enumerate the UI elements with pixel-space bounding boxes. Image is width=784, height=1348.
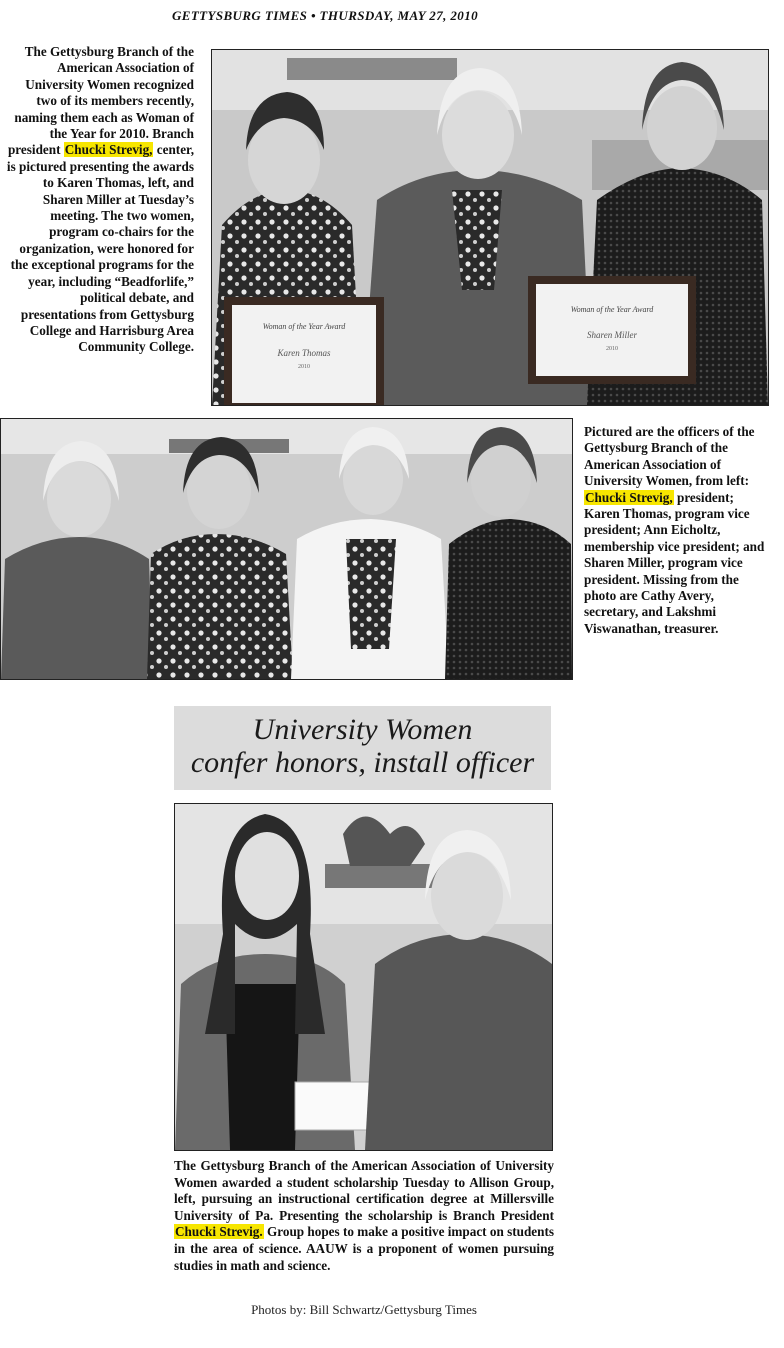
- caption-text: The Gettysburg Branch of the American Association of University Women awarded a student scholarship Tuesday to Allison Group, left, pursuing an instructional certification degree at Millersville University of Pa. Presenting the scholarship is Branch President: [174, 1158, 554, 1223]
- photo-credit: Photos by: Bill Schwartz/Gettysburg Times: [251, 1302, 477, 1317]
- masthead: GETTYSBURG TIMES • THURSDAY, MAY 27, 2010: [171, 8, 479, 23]
- headline-line-2: confer honors, install officer: [190, 746, 535, 779]
- highlighted-name: Chucki Strevig.: [175, 1224, 263, 1240]
- article-headline: [174, 706, 551, 790]
- headline-line-1: University Women: [252, 713, 473, 746]
- caption-text: Group hopes to make a positive impact on students in the area of science. AAUW is a proponent of women pursuing studies in math and science.: [174, 1224, 554, 1273]
- caption-text: The Gettysburg Branch of the American Association of University Women recognized two of its members recently, naming them each as Woman of the Year for 2010. Branch president: [7, 44, 194, 158]
- caption-text: Pictured are the officers of the Gettysburg Branch of the American Association of University Women, from left:: [584, 424, 755, 489]
- photo-officers: [0, 418, 573, 680]
- photo-scholarship: [174, 803, 553, 1151]
- certificate-right-name: Sharen Miller: [587, 330, 637, 340]
- certificate-right-title: Woman of the Year Award: [570, 305, 654, 314]
- caption-text: president; Karen Thomas, program vice president; Ann Eicholtz, membership vice president; and Sharen Miller, program vice president. Missing from the photo are Cathy Avery, secretary, and Lakshmi Viswanathan, treasurer.: [584, 489, 765, 636]
- certificate-left-year: 2010: [298, 364, 310, 370]
- caption-text: center, is pictured presenting the awards to Karen Thomas, left, and Sharen Miller at Tuesday’s meeting. The two women, program co-chairs for the organization, were honored for the exceptional programs for the year, including “Beadforlife,” political debate, and presentations from Gettysburg College and Harrisburg Area Community College.: [6, 142, 194, 355]
- photo-caption-awards: [2, 44, 194, 356]
- certificate-right-year: 2010: [606, 346, 618, 352]
- photo-caption-officers: [584, 424, 766, 637]
- certificate-left-name: Karen Thomas: [277, 348, 331, 358]
- certificate-left-title: Woman of the Year Award: [262, 322, 346, 331]
- photo-award-presentation: [211, 49, 769, 406]
- highlighted-name: Chucki Strevig,: [64, 142, 153, 158]
- highlighted-name: Chucki Strevig,: [585, 489, 673, 505]
- photo-caption-scholarship: [174, 1158, 554, 1274]
